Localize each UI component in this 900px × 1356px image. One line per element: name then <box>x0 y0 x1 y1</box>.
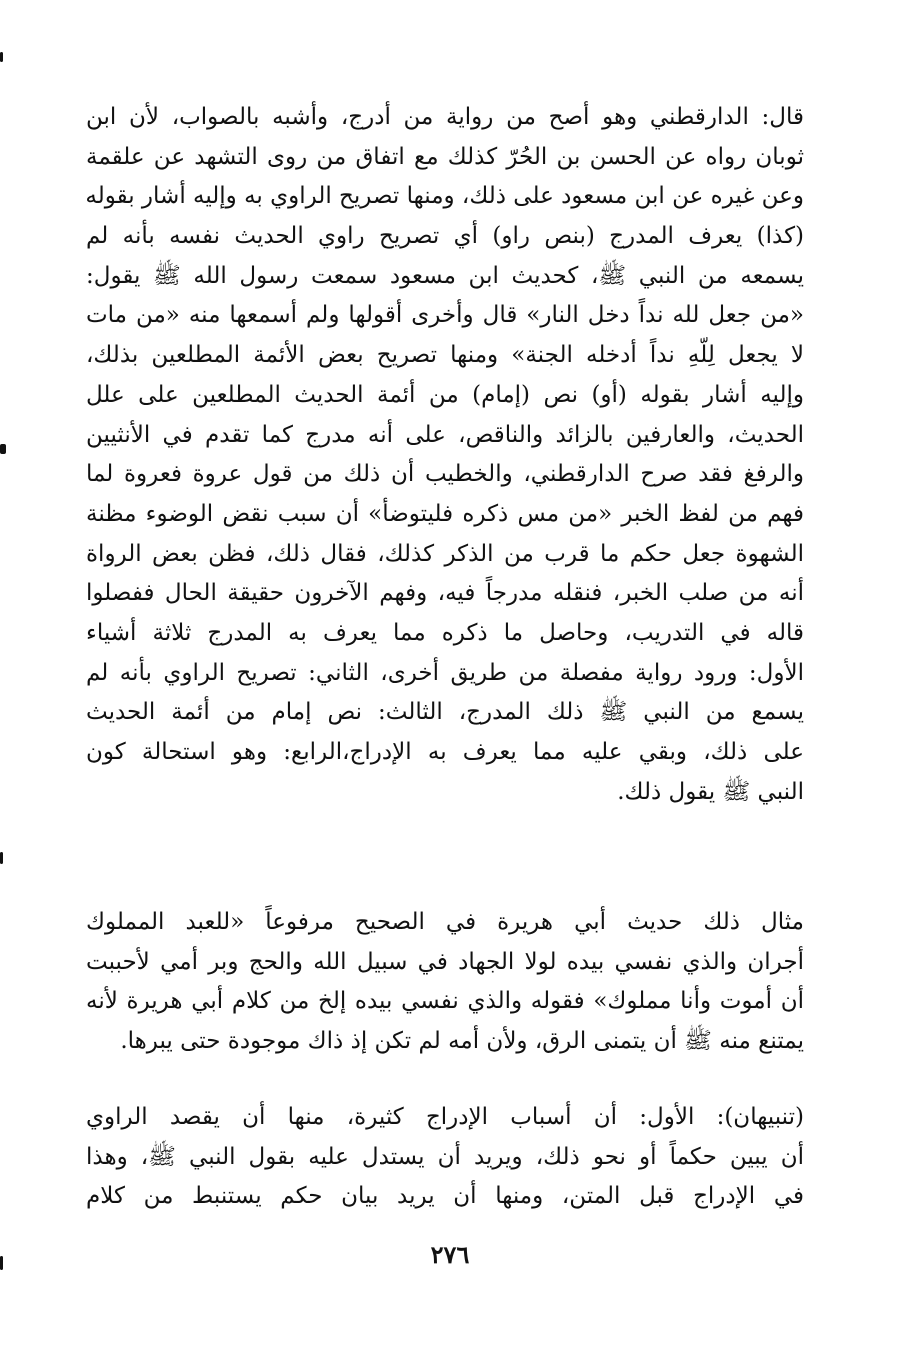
text-line: والرفغ فقد صرح الدارقطني، والخطيب أن ذلك من قول عروة فعروة لما <box>86 461 804 488</box>
text-line: في الإدراج قبل المتن، ومنها أن يريد بيان حكم يستنبط من كلام <box>86 1183 804 1210</box>
scan-mark <box>0 444 6 454</box>
page-number: ٢٧٦ <box>430 1240 470 1269</box>
paragraph-3 <box>86 1098 804 1217</box>
paragraph-2 <box>86 903 804 1062</box>
text-line: ثوبان رواه عن الحسن بن الحُرّ كذلك مع اتفاق من روى التشهد عن علقمة <box>86 143 804 170</box>
text-line: الحديث، والعارفين بالزائد والناقص، على أنه مدرج كما تقدم في الأنثيين <box>86 421 804 448</box>
text-line: أنه من صلب الخبر، فنقله مدرجاً فيه، وفهم الآخرون حقيقة الحال ففصلوا <box>86 580 804 607</box>
text-line: أجران والذي نفسي بيده لولا الجهاد في سبيل الله والحج وبر أمي لأحببت <box>86 948 804 975</box>
text-line: على ذلك، وبقي عليه مما يعرف به الإدراج،الرابع: وهو استحالة كون <box>86 739 804 765</box>
text-line: لا يجعل لِلّهِ نداً أدخله الجنة» ومنها تصريح بعض الأئمة المطلعين بذلك، <box>86 342 804 369</box>
text-line: أن يبين حكماً أو نحو ذلك، ويريد أن يستدل عليه بقول النبي ﷺ، وهذا <box>86 1143 804 1170</box>
text-line: قال: الدارقطني وهو أصح من رواية من أدرج، وأشبه بالصواب، لأن ابن <box>86 104 804 130</box>
text-line: أن أموت وأنا مملوك» فقوله والذي نفسي بيده إلخ من كلام أبي هريرة لأنه <box>86 988 804 1015</box>
paragraph-1 <box>86 98 804 812</box>
text-line: وإليه أشار بقوله (أو) نص (إمام) من أئمة الحديث المطلعين على علل <box>86 381 804 408</box>
text-line: (كذا) يعرف المدرج (بنص راو) أي تصريح راوي الحديث نفسه بأنه لم <box>86 223 804 250</box>
text-line: فهم من لفظ الخبر «من مس ذكره فليتوضأ» أن سبب نقض الوضوء مظنة <box>86 500 804 527</box>
text-line: الشهوة جعل حكم ما قرب من الذكر كذلك، فقال ذلك، فظن بعض الرواة <box>86 540 804 567</box>
text-line: يسمع من النبي ﷺ ذلك المدرج، الثالث: نص إمام من أئمة الحديث <box>86 699 804 726</box>
text-line: قاله في التدريب، وحاصل ما ذكره مما يعرف به المدرج ثلاثة أشياء <box>86 619 804 646</box>
text-line: النبي ﷺ يقول ذلك. <box>617 778 804 805</box>
text-line: (تنبيهان): الأول: أن أسباب الإدراج كثيرة، منها أن يقصد الراوي <box>86 1104 804 1130</box>
text-line: الأول: ورود رواية مفصلة من طريق أخرى، الثاني: تصريح الراوي بأنه لم <box>86 659 804 686</box>
text-line: مثال ذلك حديث أبي هريرة في الصحيح مرفوعاً «للعبد المملوك <box>86 909 804 935</box>
scan-mark <box>0 1256 3 1270</box>
text-line: وعن غيره عن ابن مسعود على ذلك، ومنها تصريح الراوي به وإليه أشار بقوله <box>85 183 804 210</box>
text-line: يمتنع منه ﷺ أن يتمنى الرق، ولأن أمه لم تكن إذ ذاك موجودة حتى يبرها. <box>120 1028 804 1055</box>
text-line: «من جعل لله نداً دخل النار» قال وأخرى أقولها ولم أسمعها منه «من مات <box>86 302 804 329</box>
text-line: يسمعه من النبي ﷺ، كحديث ابن مسعود سمعت رسول الله ﷺ يقول: <box>86 262 804 289</box>
scan-mark <box>0 52 3 62</box>
scan-mark <box>0 852 3 864</box>
